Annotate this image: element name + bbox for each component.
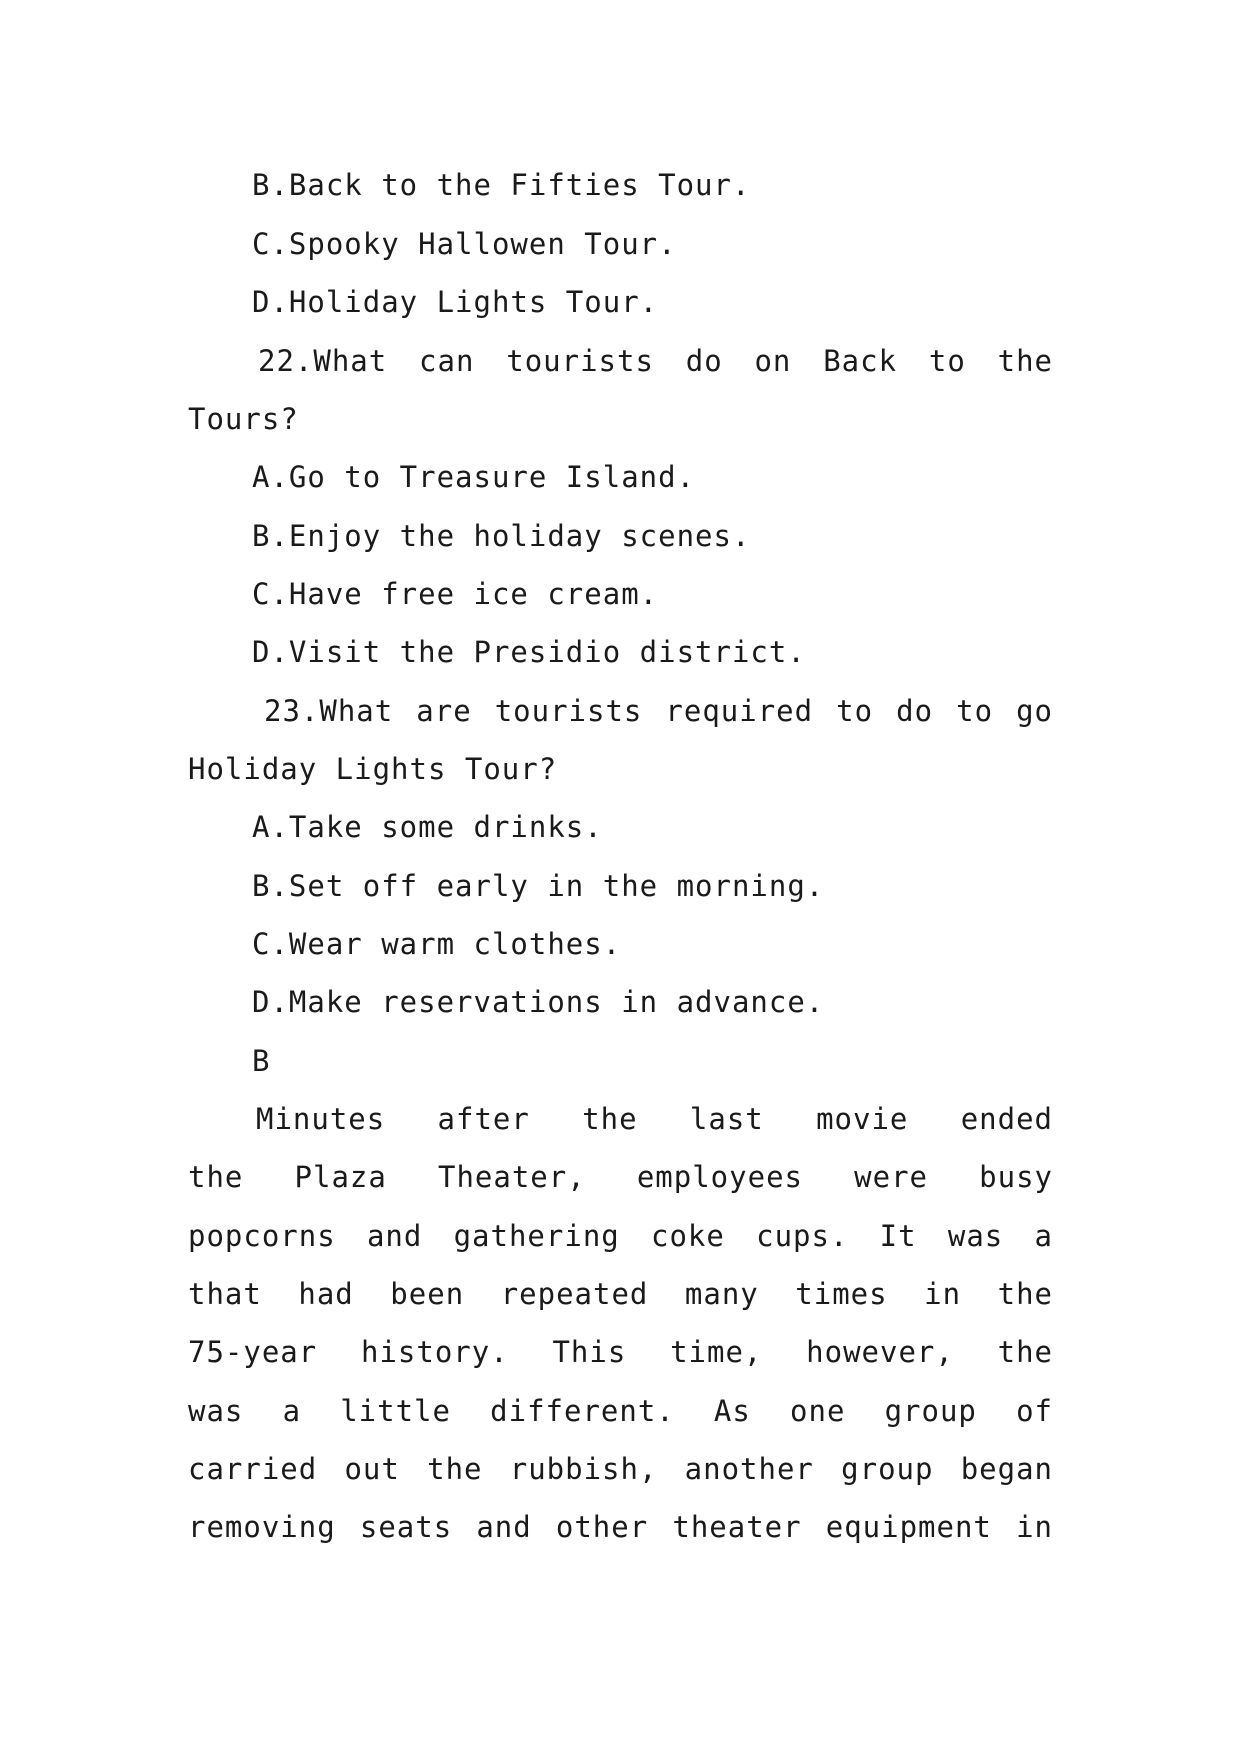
passage-line-6: was a little different. As one group of: [188, 1394, 1053, 1428]
passage-line-5: 75-year history. This time, however, the: [188, 1335, 1053, 1369]
q22-option-d: D.Visit the Presidio district.: [252, 635, 806, 669]
q23-option-c: C.Wear warm clothes.: [252, 927, 622, 961]
q22-stem-line1: 22.What can tourists do on Back to the: [258, 344, 1053, 378]
q23-option-b: B.Set off early in the morning.: [252, 869, 825, 903]
passage-line-4: that had been repeated many times in the: [188, 1277, 1053, 1311]
q23-stem-line2: Holiday Lights Tour?: [188, 752, 558, 786]
q22-option-b: B.Enjoy the holiday scenes.: [252, 519, 751, 553]
passage-line-1: Minutes after the last movie ended: [256, 1102, 1053, 1136]
q23-option-a: A.Take some drinks.: [252, 810, 603, 844]
passage-line-8: removing seats and other theater equipment in: [188, 1510, 1053, 1544]
q22-option-a: A.Go to Treasure Island.: [252, 460, 696, 494]
passage-line-7: carried out the rubbish, another group began: [188, 1452, 1053, 1486]
q21-option-d: D.Holiday Lights Tour.: [252, 285, 659, 319]
section-b-heading: B: [252, 1044, 271, 1078]
passage-line-2: the Plaza Theater, employees were busy: [188, 1160, 1053, 1194]
q23-option-d: D.Make reservations in advance.: [252, 985, 825, 1019]
passage-line-3: popcorns and gathering coke cups. It was a: [188, 1219, 1053, 1253]
q21-option-c: C.Spooky Hallowen Tour.: [252, 227, 677, 261]
q22-option-c: C.Have free ice cream.: [252, 577, 659, 611]
q21-option-b: B.Back to the Fifties Tour.: [252, 168, 751, 202]
q22-stem-line2: Tours?: [188, 402, 299, 436]
q23-stem-line1: 23.What are tourists required to do to go: [264, 694, 1053, 728]
